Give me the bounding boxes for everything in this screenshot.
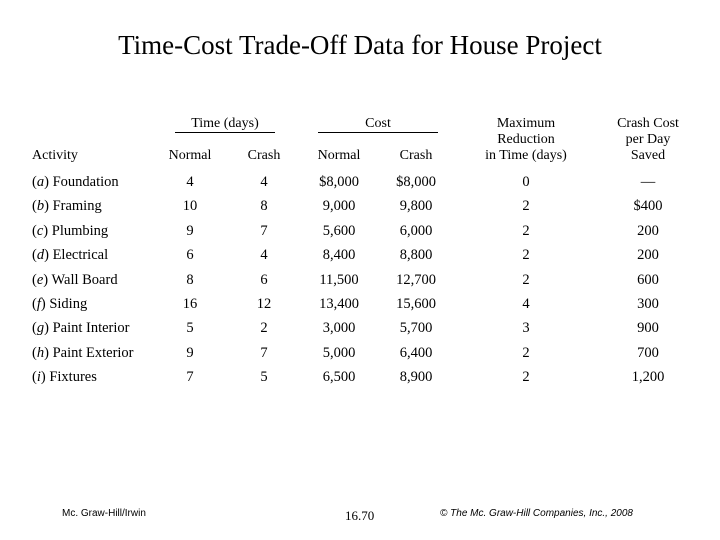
activity-name: (a) Foundation <box>32 174 119 190</box>
cost-normal-header: Normal <box>317 148 361 163</box>
table-cell-cpd: 200 <box>637 247 659 263</box>
table-cell-cn: $8,000 <box>319 174 359 190</box>
table-cell-red: 2 <box>522 198 530 214</box>
table-cell-cc: 9,800 <box>399 198 433 214</box>
copyright-footer: © The Mc. Graw-Hill Companies, Inc., 2008 <box>440 508 633 519</box>
activity-name: (e) Wall Board <box>32 272 118 288</box>
table-cell-cc: 6,000 <box>399 223 433 239</box>
table-cell-red: 2 <box>522 247 530 263</box>
table-cell-red: 0 <box>522 174 530 190</box>
table-cell-cpd: 600 <box>637 272 659 288</box>
table-cell-cn: 6,500 <box>322 369 356 385</box>
cost-crash-header: Crash <box>399 148 433 163</box>
table-cell-cc: 12,700 <box>396 272 436 288</box>
activity-header: Activity <box>32 148 78 163</box>
table-cell-red: 2 <box>522 223 530 239</box>
activity-name: (f) Siding <box>32 296 88 312</box>
cost-group-header: Cost <box>318 117 438 133</box>
table-cell-cpd: 1,200 <box>631 369 665 385</box>
table-cell-cc: 8,800 <box>399 247 433 263</box>
time-group-header: Time (days) <box>175 117 275 133</box>
table-cell-cc: $8,000 <box>396 174 436 190</box>
publisher-footer: Mc. Graw-Hill/Irwin <box>62 508 146 519</box>
table-cell-tc: 7 <box>260 223 268 239</box>
table-cell-tc: 2 <box>260 320 268 336</box>
table-cell-cpd: — <box>640 174 656 190</box>
table-cell-cn: 5,000 <box>322 345 356 361</box>
table-cell-cpd: 700 <box>637 345 659 361</box>
table-cell-cc: 8,900 <box>399 369 433 385</box>
table-cell-tn: 7 <box>186 369 194 385</box>
table-cell-cc: 6,400 <box>399 345 433 361</box>
table-cell-cpd: 300 <box>637 296 659 312</box>
table-cell-tn: 8 <box>186 272 194 288</box>
activity-name: (b) Framing <box>32 198 102 214</box>
page-number: 16.70 <box>345 508 375 523</box>
table-cell-tn: 10 <box>182 198 198 214</box>
table-cell-red: 2 <box>522 345 530 361</box>
table-cell-cpd: $400 <box>633 198 663 214</box>
table-cell-tc: 4 <box>260 247 268 263</box>
table-cell-tn: 16 <box>182 296 198 312</box>
table-cell-cc: 5,700 <box>399 320 433 336</box>
table-cell-red: 2 <box>522 369 530 385</box>
table-cell-cn: 5,600 <box>322 223 356 239</box>
crash-cost-per-day-header: Crash Cost per Day Saved <box>617 116 679 163</box>
table-cell-tc: 8 <box>260 198 268 214</box>
table-cell-red: 2 <box>522 272 530 288</box>
table-cell-tc: 7 <box>260 345 268 361</box>
table-cell-cn: 11,500 <box>319 272 359 288</box>
table-cell-cn: 8,400 <box>322 247 356 263</box>
table-cell-cn: 9,000 <box>322 198 356 214</box>
time-crash-header: Crash <box>247 148 281 163</box>
table-cell-cn: 13,400 <box>319 296 359 312</box>
table-cell-tc: 5 <box>260 369 268 385</box>
table-cell-tc: 4 <box>260 174 268 190</box>
activity-name: (d) Electrical <box>32 247 109 263</box>
table-cell-cn: 3,000 <box>322 320 356 336</box>
activity-name: (i) Fixtures <box>32 369 97 385</box>
table-cell-cpd: 900 <box>637 320 659 336</box>
table-cell-tn: 5 <box>186 320 194 336</box>
activity-name: (c) Plumbing <box>32 223 109 239</box>
table-cell-tc: 12 <box>256 296 272 312</box>
time-normal-header: Normal <box>168 148 212 163</box>
table-cell-red: 4 <box>522 296 530 312</box>
table-cell-cpd: 200 <box>637 223 659 239</box>
table-cell-tn: 9 <box>186 223 194 239</box>
table-cell-tn: 4 <box>186 174 194 190</box>
table-cell-cc: 15,600 <box>396 296 436 312</box>
max-reduction-header: Maximum Reduction in Time (days) <box>485 116 567 163</box>
table-cell-tn: 6 <box>186 247 194 263</box>
activity-name: (g) Paint Interior <box>32 320 130 336</box>
activity-name: (h) Paint Exterior <box>32 345 134 361</box>
table-cell-tn: 9 <box>186 345 194 361</box>
page-title: Time-Cost Trade-Off Data for House Project <box>118 30 602 60</box>
table-cell-red: 3 <box>522 320 530 336</box>
table-cell-tc: 6 <box>260 272 268 288</box>
